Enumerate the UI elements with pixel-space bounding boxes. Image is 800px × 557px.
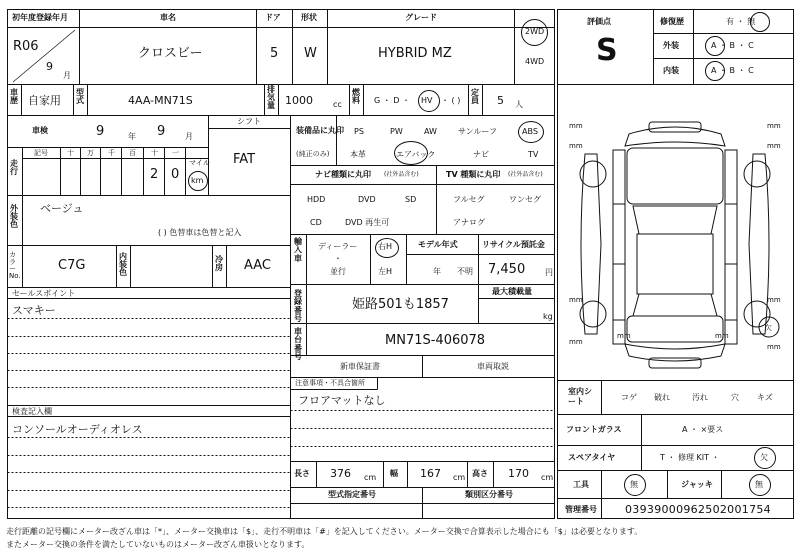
mgmt-label: 管理番号 [565,505,597,514]
diagram-mm-5: mm [569,296,583,304]
shape-label: 形状 [301,13,317,22]
inspection-year-unit: 年 [128,132,136,141]
mileage-unit-0: 記号 [34,149,48,157]
diagram-mm-4: mm [767,142,781,150]
shift-value: FAT [233,152,256,167]
import-dot: ・ [334,254,342,263]
plate-label: 登録番号 [294,289,302,324]
equipment-aw: AW [424,127,437,136]
chassis-value: MN71S-406078 [385,333,486,348]
mileage-label: 走行 [10,159,18,176]
inspector-label: 検査記入欄 [12,407,52,416]
nav-dvd: DVD [358,195,376,204]
equipment-leather: 本革 [350,150,366,159]
nav-dvd-play: DVD 再生可 [345,218,390,227]
recycle-label: リサイクル預託金 [482,240,545,249]
mileage-unit-4: 百 [129,149,136,157]
grade-label: グレード [405,13,437,22]
height-label: 高さ [472,469,488,478]
height-value: 170 [508,467,529,480]
repair-history-label: 修復歴 [660,17,684,26]
tv-analog: アナログ [453,218,485,227]
score-value: S [596,33,618,68]
diagram-right-profile [749,154,769,334]
category-label: 類別区分番号 [465,490,513,499]
diagram-mm-9: mm [617,332,631,340]
first-reg-label: 初年度登録年月 [12,13,68,22]
seat-item-tear: 破れ [654,393,670,402]
tv-type-sub: (社外品含む) [508,171,543,178]
first-reg-year: R06 [13,39,39,54]
diagram-mm-3: mm [569,142,583,150]
grade-value: HYBRID MZ [378,46,452,61]
equipment-sunroof: サンルーフ [458,127,497,136]
seat-item-hole: 穴 [731,393,739,402]
length-label: 長さ [294,469,310,478]
seat-item-burn: コゲ [621,393,637,402]
inspection-month-unit: 月 [185,132,193,141]
first-reg-month: 9 [46,60,53,73]
jack-label: ジャッキ [681,480,713,489]
equipment-label: 装備品に丸印 [296,126,344,135]
interior-a-circle [705,61,725,81]
drive-4wd: 4WD [525,57,545,66]
capacity-unit: 人 [515,100,523,109]
seat-label: 室内シート [568,387,592,406]
model-year-unit: 年 [433,267,441,276]
plate-value: 姫路501も1857 [352,297,449,312]
seat-item-stain: 汚れ [692,393,708,402]
inspection-label: 車検 [32,126,48,135]
chassis-label: 車台番号 [294,327,302,362]
nav-hdd: HDD [307,195,326,204]
interior-color-label: 内装色 [119,252,127,277]
type-label: 型式 [76,88,84,105]
equipment-airbag: エアバック [396,150,436,159]
equipment-abs: ABS [522,127,538,136]
month-unit: 月 [63,71,71,80]
max-load-label: 最大積載量 [492,287,532,296]
displacement-value: 1000 [285,94,313,107]
color-no-label: カラーNo. [9,251,21,280]
capacity-label: 定員 [471,88,479,105]
diagram-rear-glass [633,294,717,316]
footer-note-1: 走行距離の記号欄にメーター改ざん車は「*」、メーター交換車は「$」、走行不明車は「#」を記入してください。メーター交換で合算表示した場合にも「$」は必要となります。 [6,527,643,536]
model-name-label: 車名 [160,13,176,22]
import-dealer: ディーラー [318,242,358,251]
right-handle: 右H [378,242,393,251]
mileage-km: km [191,176,204,185]
score-label: 評価点 [587,17,611,26]
displacement-label: 排気量 [267,85,275,110]
footer-note-2: またメーター交換の条件を満たしていないものはメーター改ざん車扱いとなります。 [6,540,310,549]
nav-cd: CD [310,218,322,227]
use-label: 車歴 [10,88,18,105]
max-load-unit: kg [543,312,553,321]
mileage-unit-5: 十 [151,149,158,157]
ac-label: 冷房 [215,255,223,272]
inspection-year: 9 [96,124,105,139]
equipment-tv: TV [528,150,539,159]
interior-grade-label: 内装 [663,66,679,75]
diagram-mm-10: mm [715,332,729,340]
shape-value: W [304,46,317,61]
equipment-ps: PS [354,127,364,136]
tv-type-label: TV 種類に丸印 [446,170,501,179]
diagram-hood [627,148,723,204]
glass-options: A ・ ×要ス [682,425,724,434]
car-damage-diagram [557,84,793,380]
diagram-mm-6: mm [767,296,781,304]
model-year-label: モデル年式 [418,240,458,249]
exterior-grade-options: A ・ B ・ C [711,41,754,50]
exterior-a-circle [705,36,725,56]
sales-point-text: スマキー [12,304,56,317]
fuel-label: 燃料 [352,88,360,105]
spare-label: スペアタイヤ [568,453,616,462]
nav-type-label: ナビ種類に丸印 [315,170,371,179]
diagram-left-profile [581,154,601,334]
manual-label: 車両取説 [477,362,509,371]
diagram-mm-2: mm [767,122,781,130]
inspector-text: コンソールオーディオレス [12,423,143,436]
equipment-sub-label: (純正のみ) [296,150,330,158]
width-value: 167 [420,467,441,480]
mgmt-number: 0393900096250200175​4 [625,503,771,516]
mileage-unit-6: 一 [172,149,179,157]
diagram-right-side [725,150,737,344]
model-name: クロスビー [138,46,203,61]
seat-item-scratch: キズ [757,393,773,402]
tools-label: 工具 [573,480,589,489]
exterior-color: ベージュ [40,202,84,215]
model-year-unknown: 不明 [457,267,473,276]
tools-value: 無 [630,480,638,489]
notes-text: フロアマットなし [298,394,386,407]
type-designation-label: 型式指定番号 [328,490,376,499]
spare-selected: 欠 [760,453,768,462]
repair-none-circle [750,12,770,32]
capacity-value: 5 [497,94,504,107]
sales-point-label: セールスポイント [12,289,76,298]
diagram-mm-1: mm [569,122,583,130]
door-label: ドア [265,13,281,22]
equipment-pw: PW [390,127,403,136]
use-value: 自家用 [28,94,61,107]
diagram-windshield [633,206,717,234]
diagram-mm-7: mm [569,338,583,346]
width-label: 幅 [390,469,398,478]
color-change-note: ( ) 色替車は色替と記入 [158,228,242,237]
mileage-mile-label: マイル [189,159,210,167]
ac-value: AAC [244,258,271,273]
recycle-unit: 円 [545,268,553,277]
interior-grade-options: A ・ B ・ C [711,66,754,75]
warranty-label: 新車保証書 [340,362,380,371]
mileage-unit-2: 万 [87,149,94,157]
fuel-options-left: G ・ D ・ [374,96,410,105]
spare-options: T ・ 修理 KIT ・ [660,453,720,462]
nav-type-sub: (社外品含む) [384,171,419,178]
left-handle: 左H [378,267,393,276]
tv-oneseg: ワンセグ [509,195,541,204]
inspection-month: 9 [157,124,166,139]
shift-label: シフト [237,117,261,126]
mileage-digit-ones: 0 [171,167,180,182]
mileage-unit-3: 千 [108,149,115,157]
displacement-unit: cc [333,100,342,109]
diagram-mm-8: mm [767,343,781,351]
import-label: 輸入車 [294,237,302,263]
exterior-grade-label: 外装 [663,41,679,50]
color-no: C7G [58,258,86,273]
diagram-missing-mark: 欠 [765,324,772,332]
repair-history-options: 有 ・ 無 [726,17,756,26]
length-value: 376 [330,467,351,480]
nav-sd: SD [405,195,417,204]
length-unit: cm [364,473,377,482]
mileage-digit-tens: 2 [150,167,159,182]
diagram-front-bumper [625,127,725,146]
drive-2wd: 2WD [525,27,545,36]
equipment-navi: ナビ [473,150,489,159]
doors-value: 5 [270,46,279,61]
fuel-selected: HV [421,96,433,105]
height-unit: cm [541,473,554,482]
exterior-color-label: 外装色 [10,204,18,229]
diagram-left-side [613,150,625,344]
recycle-value: 7,450 [488,262,526,277]
mileage-unit-1: 十 [67,149,74,157]
import-parallel: 並行 [330,267,346,276]
diagram-trunk [627,316,723,342]
fuel-options-right: ・ ( ) [441,96,461,105]
notes-label: 注意事項・不具合箇所 [295,379,365,387]
diagram-roof [637,234,713,294]
jack-value: 無 [755,480,763,489]
tv-fullseg: フルセグ [453,195,485,204]
width-unit: cm [453,473,466,482]
glass-label: フロントガラス [566,425,622,434]
model-code: 4AA-MN71S [128,94,193,107]
diagram-rear-panel [649,358,701,368]
